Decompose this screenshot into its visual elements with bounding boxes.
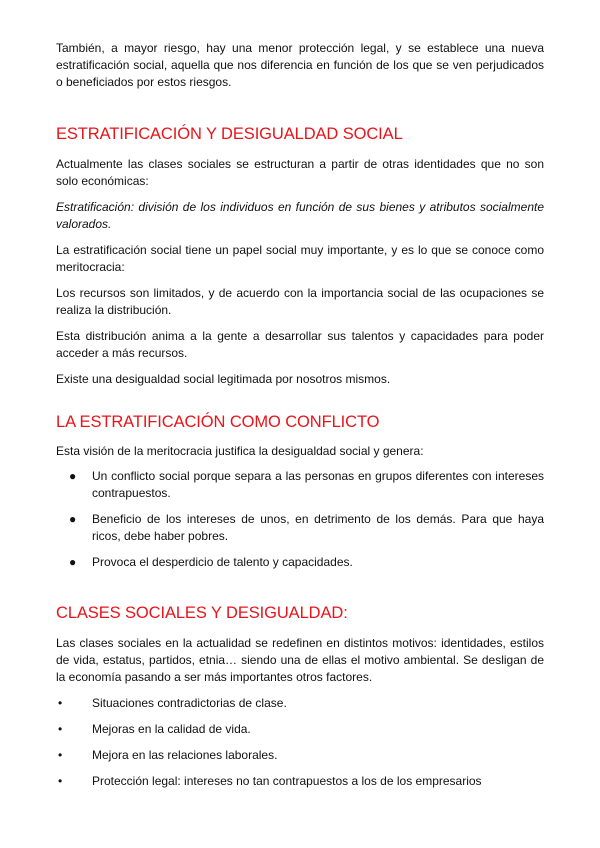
section1-heading: ESTRATIFICACIÓN Y DESIGUALDAD SOCIAL bbox=[56, 125, 403, 143]
bullet-icon: ● bbox=[69, 512, 77, 526]
section1-paragraph-4: Esta distribución anima a la gente a desarrollar sus talentos y capacidades para poder acceder a más recursos. bbox=[56, 329, 544, 360]
section1-paragraph-5: Existe una desigualdad social legitimada por nosotros mismos. bbox=[56, 372, 391, 386]
list-item-text: Beneficio de los intereses de unos, en detrimento de los demás. Para que haya ricos, debe haber pobres. bbox=[92, 512, 544, 543]
section2-heading: LA ESTRATIFICACIÓN COMO CONFLICTO bbox=[56, 413, 380, 431]
bullet-icon: • bbox=[58, 722, 63, 736]
section3-heading: CLASES SOCIALES Y DESIGUALDAD: bbox=[56, 604, 348, 622]
list-item-text: Provoca el desperdicio de talento y capacidades. bbox=[92, 555, 353, 569]
section2-bullet-list bbox=[56, 468, 544, 571]
intro-paragraph: También, a mayor riesgo, hay una menor protección legal, y se establece una nueva estratificación social, aquella que nos diferencia en función de los que se ven perjudicados o beneficiados por estos riesgos. bbox=[56, 41, 544, 89]
bullet-icon: • bbox=[58, 774, 63, 788]
section2-paragraph-1: Esta visión de la meritocracia justifica la desigualdad social y genera: bbox=[56, 444, 424, 458]
list-item-text: Mejoras en la calidad de vida. bbox=[92, 722, 251, 736]
bullet-icon: ● bbox=[69, 469, 77, 483]
list-item-text: Mejora en las relaciones laborales. bbox=[92, 748, 278, 762]
section3-bullet-list bbox=[56, 695, 544, 790]
section1-paragraph-3: Los recursos son limitados, y de acuerdo con la importancia social de las ocupaciones se realiza la distribución. bbox=[56, 286, 544, 317]
section1-paragraph-1: Actualmente las clases sociales se estructuran a partir de otras identidades que no son solo económicas: bbox=[56, 157, 544, 188]
section1-definition: Estratificación: división de los individuos en función de sus bienes y atributos socialmente valorados. bbox=[56, 200, 544, 231]
section3-paragraph-1: Las clases sociales en la actualidad se redefinen en distintos motivos: identidades, estilos de vida, estatus, partidos, etnia… siendo una de ellas el motivo ambiental. Se desligan de la economía pasando a ser más importantes otros factores. bbox=[56, 636, 544, 684]
list-item bbox=[56, 721, 544, 738]
list-item bbox=[56, 468, 544, 502]
list-item bbox=[56, 554, 544, 571]
list-item-text: Situaciones contradictorias de clase. bbox=[92, 696, 287, 710]
section1-paragraph-2: La estratificación social tiene un papel social muy importante, y es lo que se conoce como meritocracia: bbox=[56, 243, 544, 274]
bullet-icon: ● bbox=[69, 555, 77, 569]
bullet-icon: • bbox=[58, 748, 63, 762]
list-item-text: Un conflicto social porque separa a las personas en grupos diferentes con intereses contrapuestos. bbox=[92, 469, 544, 500]
list-item bbox=[56, 695, 544, 712]
list-item bbox=[56, 511, 544, 545]
bullet-icon: • bbox=[58, 696, 63, 710]
list-item bbox=[56, 773, 544, 790]
list-item-text: Protección legal: intereses no tan contrapuestos a los de los empresarios bbox=[92, 774, 482, 788]
list-item bbox=[56, 747, 544, 764]
